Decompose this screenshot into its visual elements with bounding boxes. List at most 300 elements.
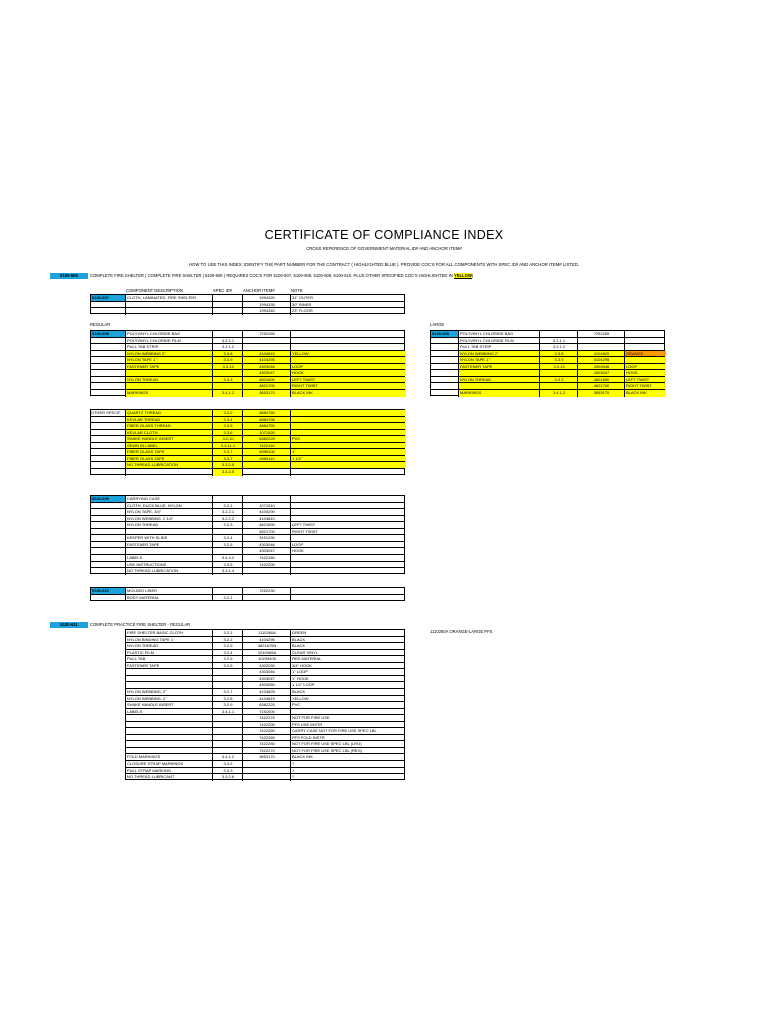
note-cell	[291, 709, 406, 715]
spec-cell: 3.2.8	[213, 696, 243, 702]
anchor-cell: 3653170	[578, 390, 625, 397]
anchor-cell: 4303046	[243, 542, 291, 548]
part-number-611: 5100-611	[50, 622, 88, 628]
anchor-cell: 1010065A	[243, 650, 291, 656]
spec-cell: 3.3.11.1	[213, 443, 243, 449]
anchor-cell: 4303046	[578, 364, 625, 370]
table-row	[91, 568, 404, 575]
component-cell: LABELS	[126, 555, 213, 561]
anchor-cell: 4104820	[578, 351, 625, 357]
anchor-cell	[243, 595, 291, 602]
component-cell: KEVLAR CLOTH	[126, 430, 213, 436]
anchor-cell: 4821700	[578, 383, 625, 389]
note-cell	[625, 344, 666, 350]
component-cell: FASTENER TAPE	[126, 364, 213, 370]
component-cell: PLASTIC FILM	[126, 650, 213, 656]
component-cell: NYLON BINDING TAPE 1"	[126, 637, 213, 643]
part-cell	[91, 351, 126, 357]
anchor-cell: 7252265	[243, 331, 291, 337]
anchor-cell: 7422265	[243, 735, 291, 741]
note-cell: ?	[292, 767, 295, 773]
spec-cell	[213, 722, 243, 728]
note-cell	[291, 357, 406, 363]
note-cell: 31" OUTER	[292, 295, 313, 300]
anchor-cell: 4821700	[243, 383, 291, 389]
anchor-cell: 10239405	[243, 656, 291, 662]
anchor-cell: 7252265	[578, 331, 625, 337]
shelter-description-text: COMPLETE FIRE SHELTER ( COMPLETE FIRE SHELTER | 5100-606 ) REQUIRES COC'S FOR 5100-607, 5100-608, 5100-609, 5100-610. PLUS OTHER SPECIFIED COC'S HIGHLIGHTED IN	[90, 273, 453, 278]
part-cell	[91, 542, 126, 548]
note-cell: PFS USE INSTR	[292, 721, 323, 727]
note-cell	[291, 555, 406, 561]
spec-cell: 3.4.1.1	[213, 709, 243, 715]
note-cell: NOT FOR FIRE USE SPEC LBL (LRG)	[292, 741, 362, 747]
anchor-cell	[578, 344, 625, 350]
practice-shelter-description: COMPLETE PRACTICE FIRE SHELTER - REGULAR	[90, 622, 191, 627]
note-cell: 23" FLOOR	[292, 308, 313, 314]
note-cell: PVC	[292, 702, 301, 708]
component-cell: PULL TAB STRIP	[126, 344, 213, 350]
header-component: COMPONENT DESCRIPTION	[126, 288, 183, 293]
note-cell: BLACK INK	[625, 390, 666, 397]
component-cell: NYLON TAPE 1 "	[459, 357, 540, 363]
spec-cell: 3.3.5	[213, 562, 243, 568]
part-cell	[91, 548, 126, 554]
spec-cell: 3.3.2	[213, 410, 243, 416]
component-cell: POLYVINYL CHLORIDE BAG	[126, 331, 213, 337]
part-cell	[91, 364, 126, 370]
note-cell	[291, 568, 406, 575]
note-cell	[291, 430, 406, 436]
component-cell: MARKINGS	[459, 390, 540, 397]
note-cell: LEFT TWIST	[292, 522, 316, 528]
component-cell: CARRYING CASE	[126, 496, 213, 502]
spec-cell: 3.4.2.5	[213, 469, 243, 476]
note-cell: HOOK	[291, 370, 406, 376]
page-title: CERTIFICATE OF COMPLIANCE INDEX	[264, 228, 504, 242]
note-cell: NOT FOR FIRE USE	[292, 715, 330, 721]
part-cell	[431, 370, 459, 376]
note-cell	[291, 331, 406, 337]
spec-cell	[213, 308, 243, 315]
component-cell: POLYVINYL CHLORIDE BAG	[459, 331, 540, 337]
spec-cell: 3.3.5	[213, 423, 243, 429]
anchor-cell: 7422200	[243, 562, 291, 568]
spec-cell	[213, 741, 243, 747]
note-cell: LOOP	[625, 364, 666, 370]
note-cell: LEFT TWIST	[291, 377, 406, 383]
component-cell: CLOTH, LAMINATED, FIRE SHELTER	[126, 295, 213, 301]
anchor-cell: 1110260A	[243, 630, 291, 636]
part-cell	[91, 516, 126, 522]
anchor-cell: 4303046	[243, 669, 291, 675]
other-specified-label: OTHER SPECIF	[91, 409, 121, 415]
spec-cell	[213, 735, 243, 741]
table-row	[91, 469, 404, 476]
note-cell: 1" LOOP	[292, 669, 308, 675]
component-cell: USE INSTRUCTIONS	[126, 562, 213, 568]
note-cell: PFS FOLD INSTR	[292, 734, 325, 740]
note-cell: 30" INNER	[292, 301, 312, 307]
component-cell: CLOTH, DUCK BLUE, NYLON	[126, 503, 213, 509]
part-cell	[91, 436, 126, 442]
spec-cell: 3.2.10	[213, 436, 243, 442]
anchor-cell: 4821690	[243, 522, 291, 528]
spec-cell: 3.2.2.2	[213, 516, 243, 522]
note-cell	[291, 423, 406, 429]
shelter-description	[90, 273, 473, 279]
anchor-cell: 4104815	[243, 351, 291, 357]
note-cell	[291, 588, 406, 594]
component-cell: CLOSURE STRAP MARKINGS	[126, 761, 213, 767]
spec-cell: 3.2.6	[213, 663, 243, 669]
spec-cell: 3.2.3	[213, 643, 243, 649]
component-cell: KEEPER WITH SLIDE	[126, 535, 213, 541]
component-cell: NYLON THREAD	[126, 522, 213, 528]
component-cell: NYLON WEBBING, 2"	[126, 696, 213, 702]
spec-cell: 3.4.1.2	[213, 754, 243, 760]
part-cell	[91, 529, 126, 535]
anchor-cell: 3653170	[243, 390, 291, 397]
component-cell	[126, 722, 213, 728]
spec-cell: 3.2.2.1	[213, 509, 243, 515]
spec-cell	[213, 548, 243, 554]
component-cell	[126, 682, 213, 688]
anchor-cell: 1071510	[243, 503, 291, 509]
anchor-cell: 4303046	[243, 364, 291, 370]
note-cell	[291, 516, 406, 522]
note-cell	[291, 410, 406, 416]
part-cell	[431, 377, 459, 383]
spec-cell	[213, 748, 243, 754]
anchor-cell: 4884760	[243, 410, 291, 416]
note-cell	[291, 417, 406, 423]
spec-cell	[213, 715, 243, 721]
spec-cell: 3.4.1.2	[213, 390, 243, 397]
anchor-cell: 4821690	[578, 377, 625, 383]
component-cell: FIRE SHELTER BASIC CLOTH	[126, 630, 213, 636]
note-cell	[291, 443, 406, 449]
spec-cell	[213, 676, 243, 682]
note-cell	[291, 535, 406, 541]
component-cell	[126, 529, 213, 535]
note-cell: GREEN	[292, 630, 307, 635]
anchor-cell	[243, 768, 291, 774]
table-row	[91, 595, 404, 602]
anchor-cell: 1994320	[243, 295, 291, 301]
part-cell	[91, 338, 126, 344]
anchor-cell: 4884758	[243, 417, 291, 423]
anchor-cell: 7422270	[243, 748, 291, 754]
spec-cell	[540, 370, 578, 376]
component-cell	[126, 735, 213, 741]
spec-cell: 3.4.3	[213, 768, 243, 774]
spec-cell: 3.3.9	[213, 357, 243, 363]
spec-cell	[213, 496, 243, 502]
anchor-cell: 4104295	[243, 637, 291, 643]
spec-cell: 3.2.1	[213, 503, 243, 509]
note-cell: 1"	[291, 449, 406, 455]
component-cell: FASTENER TAPE	[126, 542, 213, 548]
table-row	[91, 308, 404, 315]
anchor-cell: 4990110	[243, 456, 291, 462]
part-cell	[91, 449, 126, 455]
note-cell: HOOK	[625, 370, 666, 376]
note-cell	[291, 344, 406, 350]
table-grid	[90, 409, 405, 475]
part-cell	[91, 417, 126, 423]
part-cell	[91, 509, 126, 515]
spec-cell: 3.2.1.1	[213, 338, 243, 344]
spec-cell: 3.2.5	[213, 542, 243, 548]
spec-cell: 3.3.2.5	[213, 462, 243, 468]
spec-cell	[540, 331, 578, 337]
part-cell: 5100-607	[91, 295, 126, 301]
note-cell	[291, 462, 406, 468]
part-cell	[431, 351, 459, 357]
component-cell	[126, 748, 213, 754]
spec-cell: 3.4.2	[213, 761, 243, 767]
spec-cell	[213, 383, 243, 389]
part-cell: 5100-610	[91, 588, 126, 594]
component-cell: NYLON WEBBING, 2"	[126, 689, 213, 695]
anchor-cell: 4303047	[243, 370, 291, 376]
spec-cell: 3.3.4	[213, 417, 243, 423]
spec-cell: 3.2.3	[213, 522, 243, 528]
spec-cell	[213, 529, 243, 535]
practice-large-note: 1110260A ORANGE-LARGE PFS	[430, 629, 493, 634]
part-cell	[91, 562, 126, 568]
component-cell: NYLON WEBBING 2"	[459, 351, 540, 357]
note-cell: RED MATERIAL	[292, 656, 322, 662]
component-cell: NO THREAD LUBRICATION	[126, 568, 213, 575]
anchor-cell	[243, 469, 291, 476]
anchor-cell: 4990100	[243, 449, 291, 455]
component-cell: PULL TAB STRIP	[459, 344, 540, 350]
part-cell	[91, 383, 126, 389]
note-cell	[291, 595, 406, 602]
anchor-cell: 4104815	[243, 696, 291, 702]
component-cell: FIBER GLASS TAPE	[126, 456, 213, 462]
component-cell: KEVLAR THREAD	[126, 417, 213, 423]
note-cell: CARRY CASE NOT FOR FIRE USE SPEC LBL	[292, 728, 377, 734]
part-cell	[431, 383, 459, 389]
component-cell: FIBER GLASS TAPE	[126, 449, 213, 455]
part-cell	[431, 338, 459, 344]
header-note: NOTE	[291, 288, 303, 293]
anchor-cell: 7422180	[243, 555, 291, 561]
component-cell: MARKINGS	[126, 390, 213, 397]
component-cell	[126, 741, 213, 747]
component-cell	[126, 370, 213, 376]
anchor-cell: 7151000	[243, 709, 291, 715]
component-cell	[126, 669, 213, 675]
component-cell: NO THREAD LUBRICANT	[126, 774, 213, 781]
part-number-606: 5100-606	[50, 273, 88, 279]
component-cell: LABELS	[126, 709, 213, 715]
table-grid	[90, 330, 405, 396]
part-cell	[91, 390, 126, 397]
table-grid	[430, 330, 665, 396]
component-cell: FIBER GLASS THREAD	[126, 423, 213, 429]
spec-cell: 3.2.1.2	[540, 344, 578, 350]
spec-cell: 3.3.3	[213, 377, 243, 383]
part-cell	[91, 377, 126, 383]
note-cell: ?	[292, 774, 295, 780]
page-subtitle: CROSS REFERENCE OF GOVERNMENT MATERIAL ID# AND ANCHOR ITEM#	[306, 246, 462, 251]
header-anchor: ANCHOR ITEM#	[243, 288, 275, 293]
component-cell: SEWN IN LABEL	[126, 443, 213, 449]
anchor-cell: 1994340	[243, 308, 291, 315]
part-cell	[91, 522, 126, 528]
part-cell	[91, 344, 126, 350]
spec-cell: 3.2.1.1	[540, 338, 578, 344]
component-cell: NYLON THREAD	[126, 377, 213, 383]
part-cell	[91, 469, 126, 476]
component-cell	[126, 715, 213, 721]
anchor-cell	[243, 338, 291, 344]
anchor-cell: 4303047	[243, 676, 291, 682]
anchor-cell: 6382225	[243, 702, 291, 708]
component-cell: QUARTZ THREAD	[126, 410, 213, 416]
component-cell: PULL STRAP MARKING	[126, 768, 213, 774]
component-cell: BODY MATERIAL	[126, 595, 213, 602]
part-cell	[91, 302, 126, 308]
table-grid	[90, 587, 405, 601]
anchor-cell	[243, 462, 291, 468]
anchor-cell: 3653170	[243, 754, 291, 760]
spec-cell: 3.2.5	[213, 656, 243, 662]
spec-cell: 3.3.8	[540, 351, 578, 357]
spec-cell: 3.2.1.2	[213, 344, 243, 350]
component-cell	[459, 383, 540, 389]
anchor-cell: 4104295	[243, 357, 291, 363]
note-cell: LOOP	[292, 541, 304, 547]
note-cell: CLEAR VINYL	[292, 649, 319, 655]
note-cell: BLACK	[292, 688, 306, 694]
note-cell	[291, 469, 406, 476]
anchor-cell: 6382225	[243, 436, 291, 442]
note-cell: BLACK INK	[291, 390, 406, 397]
note-cell: PVC	[291, 436, 406, 442]
component-cell	[126, 308, 213, 315]
spec-cell: 3.2.4	[213, 535, 243, 541]
part-cell	[431, 344, 459, 350]
table-row	[431, 390, 664, 397]
note-cell: 1 1/2"	[291, 456, 406, 462]
table-row	[126, 774, 404, 781]
spec-cell: 3.2.2	[213, 637, 243, 643]
part-cell	[431, 364, 459, 370]
note-cell	[291, 338, 406, 344]
spec-cell	[213, 588, 243, 594]
spec-cell: 3.3.3	[540, 377, 578, 383]
spec-cell	[213, 669, 243, 675]
note-cell: BLACK	[292, 636, 306, 642]
component-cell: FOLD MARKINGS	[126, 754, 213, 760]
component-cell	[126, 676, 213, 682]
anchor-cell	[243, 761, 291, 767]
spec-cell: 3.3.13	[213, 364, 243, 370]
part-cell: 5100-608	[431, 331, 459, 337]
component-cell: SHAKE HANDLE INSERT	[126, 702, 213, 708]
component-cell: FASTENER TAPE	[459, 364, 540, 370]
part-cell: 5100-609	[91, 496, 126, 502]
anchor-cell: 7422260	[243, 728, 291, 734]
part-cell	[91, 503, 126, 509]
note-cell	[291, 562, 406, 568]
component-cell	[459, 370, 540, 376]
part-cell	[91, 357, 126, 363]
anchor-cell: 4303047	[243, 548, 291, 554]
component-cell: NYLON TAPE, 3/4"	[126, 509, 213, 515]
component-cell: PULL TAB	[126, 656, 213, 662]
spec-cell: 3.2.4	[213, 650, 243, 656]
component-cell	[126, 302, 213, 308]
part-cell: 5100-608	[91, 331, 126, 337]
note-cell: YELLOW	[291, 351, 406, 357]
spec-cell: 3.3.7	[213, 456, 243, 462]
part-cell	[91, 443, 126, 449]
note-cell: 1" HOOK	[292, 675, 309, 681]
component-cell: FASTENER TAPE	[126, 663, 213, 669]
large-label: LARGE	[430, 322, 445, 327]
spec-cell: 3.2.1	[213, 630, 243, 636]
highlight-word: YELLOW	[453, 273, 472, 278]
note-cell	[291, 503, 406, 509]
anchor-cell	[578, 338, 625, 344]
component-cell	[126, 383, 213, 389]
table-grid	[125, 629, 405, 780]
note-cell	[291, 509, 406, 515]
anchor-cell: 4821700	[243, 529, 291, 535]
anchor-cell: 4884750	[243, 423, 291, 429]
note-cell: LOOP	[291, 364, 406, 370]
table-grid	[90, 495, 405, 574]
component-cell: POLYVINYL CHLORIDE FILM	[126, 338, 213, 344]
spec-cell	[213, 302, 243, 308]
spec-cell	[213, 295, 243, 301]
anchor-cell: 1071520	[243, 430, 291, 436]
component-cell: POLYVINYL CHLORIDE FILM	[459, 338, 540, 344]
part-cell	[91, 535, 126, 541]
anchor-cell: 4104295	[578, 357, 625, 363]
anchor-cell: 7422162	[243, 443, 291, 449]
component-cell: NYLON WEBBING, 2 1/4"	[126, 516, 213, 522]
instructions: HOW TO USE THIS INDEX: IDENTIFY THE PART NUMBER FOR THE CONTRACT ( HIGHLIGHTED BLUE ). PROVIDE COC'S FOR ALL COMPONENTS WITH SPEC ID# AND ANCHOR ITEM# LISTED.	[188, 262, 580, 267]
part-cell	[91, 595, 126, 602]
note-cell: 3/4" HOOK	[292, 662, 312, 668]
part-cell	[91, 462, 126, 468]
anchor-cell	[243, 774, 291, 781]
spec-cell: 3.2.7	[213, 689, 243, 695]
spec-cell: 3.3.9	[540, 357, 578, 363]
anchor-cell: 4303047	[578, 370, 625, 376]
anchor-cell: 3151230	[243, 535, 291, 541]
spec-cell: 3.3.8	[213, 351, 243, 357]
note-cell: RIGHT TWIST	[291, 383, 406, 389]
spec-cell	[213, 370, 243, 376]
note-cell: NOT FOR FIRE USE SPEC LBL (REG)	[292, 747, 363, 753]
part-cell	[91, 456, 126, 462]
spec-cell: 3.3.13	[540, 364, 578, 370]
spec-cell	[540, 383, 578, 389]
part-cell	[431, 357, 459, 363]
spec-cell	[213, 331, 243, 337]
spec-cell: 3.4.1.2	[540, 390, 578, 397]
anchor-cell: 4304050	[243, 682, 291, 688]
table-row	[91, 390, 404, 397]
